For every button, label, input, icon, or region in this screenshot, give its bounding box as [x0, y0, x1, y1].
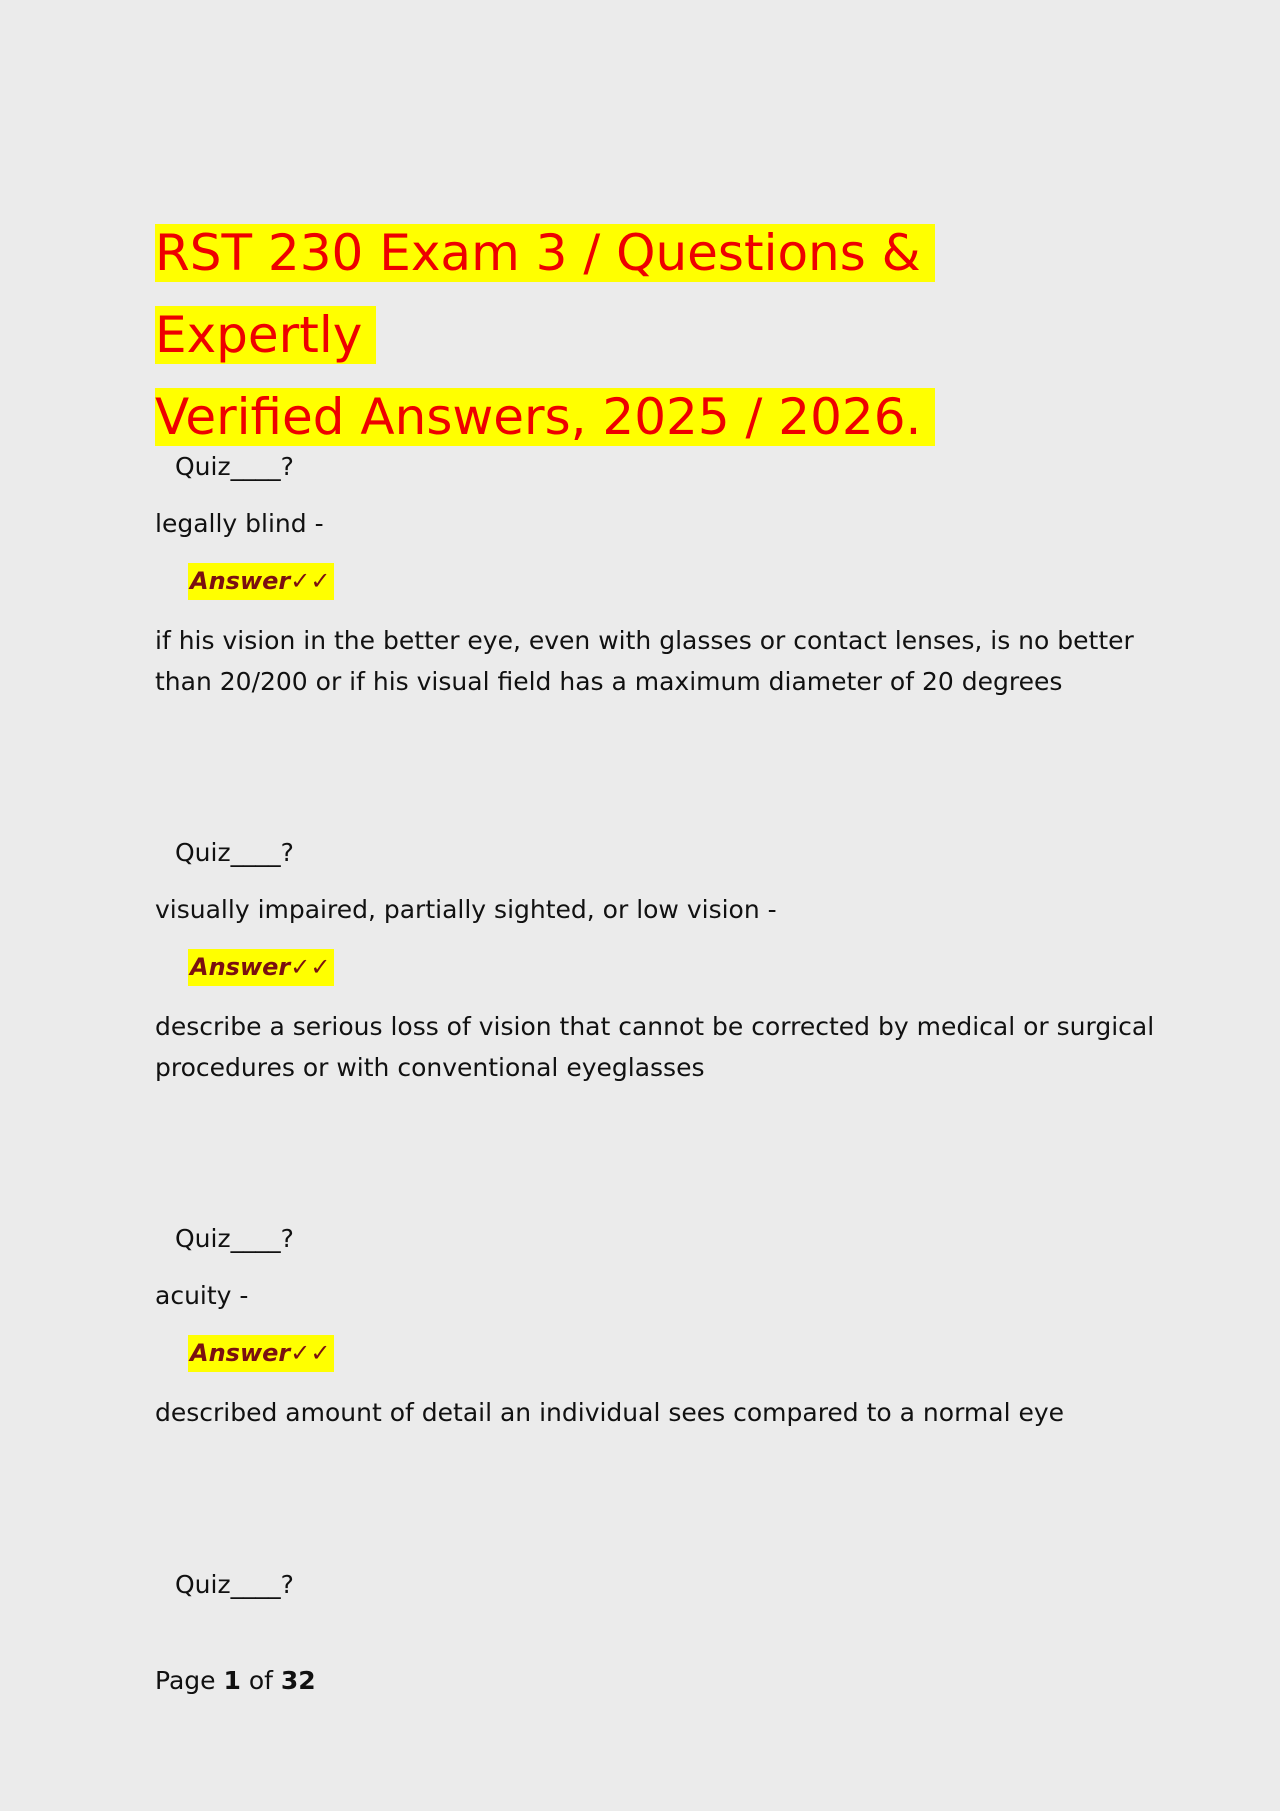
answer-tag: [188, 563, 334, 600]
quiz-label: Quiz____?: [175, 1224, 294, 1253]
title-line-1: RST 230 Exam 3 / Questions & Expertly: [155, 224, 935, 364]
footer-page-word: Page: [155, 1666, 216, 1695]
answer-label: Answer: [190, 567, 291, 595]
answer-tag: [188, 949, 334, 986]
definition-text: describe a serious loss of vision that cannot be corrected by medical or surgical procedures or with conventional eyeglasses: [155, 1012, 1155, 1082]
answer-label: Answer: [190, 1339, 291, 1367]
checkmark-icon: ✓✓: [290, 567, 331, 595]
definition-text: if his vision in the better eye, even with glasses or contact lenses, is no better than 20/200 or if his visual field has a maximum diameter of 20 degrees: [155, 626, 1134, 696]
quiz-label: Quiz____?: [175, 1570, 294, 1599]
quiz-label: Quiz____?: [175, 838, 294, 867]
answer-label: Answer: [190, 953, 291, 981]
quiz-label: Quiz____?: [175, 452, 294, 481]
checkmark-icon: ✓✓: [290, 953, 331, 981]
footer-of-word: of: [248, 1666, 273, 1695]
checkmark-icon: ✓✓: [290, 1339, 331, 1367]
answer-tag: [188, 1335, 334, 1372]
current-page-number: 1: [223, 1666, 241, 1695]
term-text: acuity -: [155, 1281, 249, 1310]
document-title: [155, 212, 1155, 458]
definition-text: described amount of detail an individual sees compared to a normal eye: [155, 1398, 1065, 1427]
term-text: visually impaired, partially sighted, or low vision -: [155, 895, 777, 924]
page-footer: [155, 1666, 316, 1696]
title-line-2: Verified Answers, 2025 / 2026.: [155, 388, 935, 446]
term-text: legally blind -: [155, 509, 324, 538]
total-page-count: 32: [280, 1666, 316, 1695]
